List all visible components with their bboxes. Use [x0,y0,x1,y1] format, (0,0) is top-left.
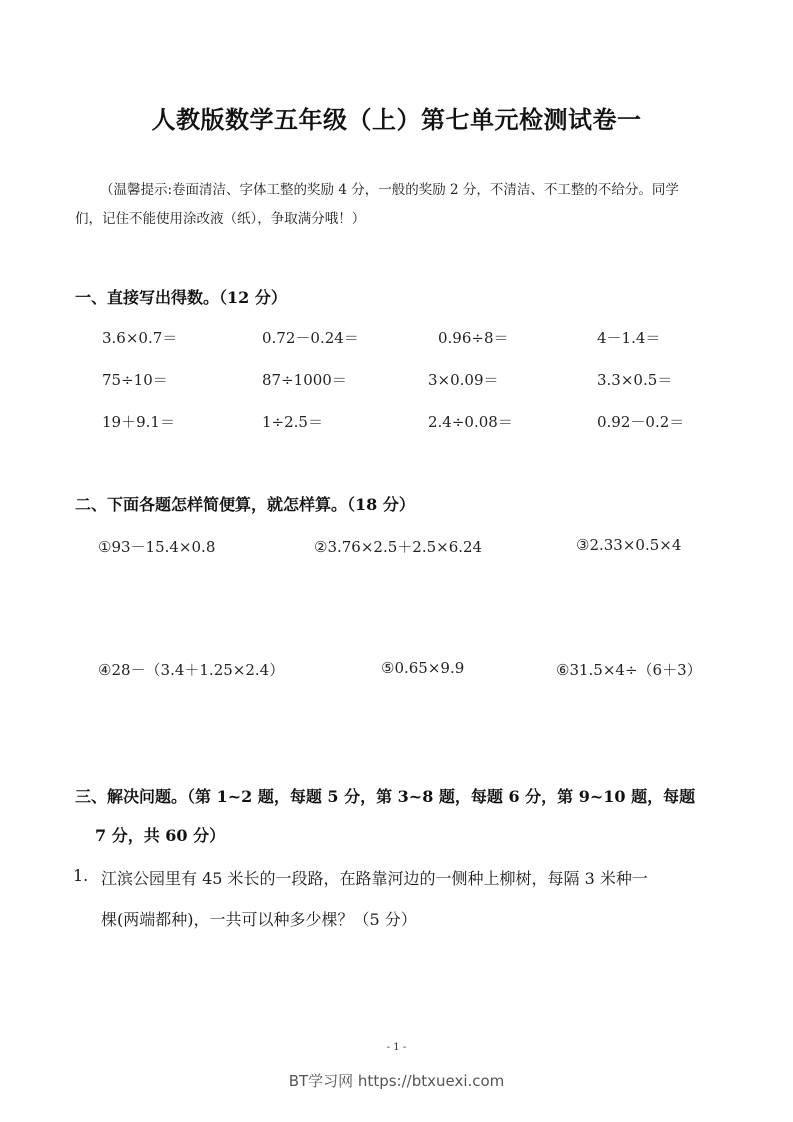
simplify-item: ④28－（3.4＋1.25×2.4） [98,661,285,679]
section-2-heading: 二、下面各题怎样简便算，就怎样算。（18 分） [75,495,415,514]
calc-item: 3×0.09＝ [428,371,499,389]
calc-item: 2.4÷0.08＝ [428,413,513,431]
calc-item: 87÷1000＝ [262,371,347,389]
calc-item: 3.6×0.7＝ [102,329,178,347]
calc-item: 0.96÷8＝ [438,329,509,347]
calc-item: 0.92－0.2＝ [597,413,685,431]
section-3-heading-line-1: 三、解决问题。（第 1~2 题，每题 5 分，第 3~8 题，每题 6 分，第 9~10 题，每题 [75,787,696,806]
calc-item: 4－1.4＝ [597,329,661,347]
problem-text-line-1: 江滨公园里有 45 米长的一段路，在路靠河边的一侧种上柳树，每隔 3 米种一 [101,869,648,888]
calc-item: 1÷2.5＝ [262,413,323,431]
simplify-item: ①93－15.4×0.8 [98,538,216,556]
calc-item: 75÷10＝ [102,371,168,389]
calc-item: 3.3×0.5＝ [597,371,673,389]
calc-item: 19＋9.1＝ [102,413,175,431]
document-title: 人教版数学五年级（上）第七单元检测试卷一 [151,105,642,134]
section-3-heading-line-2: 7 分，共 60 分） [95,826,226,845]
simplify-item: ②3.76×2.5＋2.5×6.24 [314,538,483,556]
page-number: - 1 - [386,1042,407,1053]
problem-text-line-2: 棵(两端都种)，一共可以种多少棵？（5 分） [101,910,417,929]
calc-item: 0.72－0.24＝ [262,329,359,347]
problem-number: 1. [73,866,89,885]
simplify-item: ⑤0.65×9.9 [381,659,465,677]
section-1-heading: 一、直接写出得数。（12 分） [75,288,287,307]
tip-line-2: 们，记住不能使用涂改液（纸），争取满分哦！） [75,211,366,227]
simplify-item: ③2.33×0.5×4 [576,536,682,554]
simplify-item: ⑥31.5×4÷（6＋3） [556,661,702,679]
tip-line-1: （温馨提示:卷面清洁、字体工整的奖励 4 分，一般的奖励 2 分，不清洁、不工整的不给分。同学 [100,182,679,198]
watermark: BT学习网 https://btxuexi.com [288,1072,505,1090]
